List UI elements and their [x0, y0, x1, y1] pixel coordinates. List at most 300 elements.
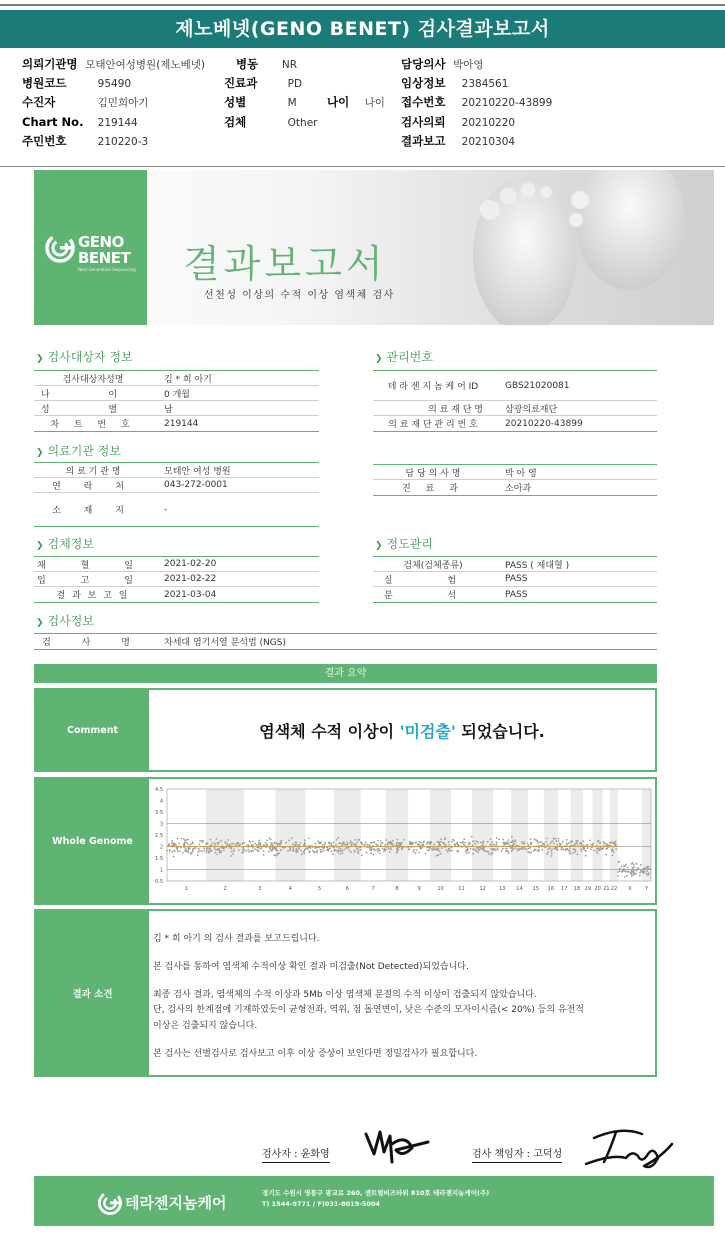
data-point	[246, 844, 248, 846]
data-point	[378, 848, 380, 850]
data-point	[482, 847, 484, 849]
data-point	[383, 851, 385, 853]
data-point	[492, 844, 494, 846]
data-point	[425, 853, 427, 855]
data-point	[633, 864, 635, 866]
data-point	[449, 844, 451, 846]
data-point	[370, 849, 372, 851]
chromosome-band	[511, 789, 528, 881]
data-point	[527, 851, 529, 853]
data-point	[438, 847, 440, 849]
data-point	[258, 844, 260, 846]
data-point	[380, 844, 382, 846]
data-point	[379, 850, 381, 852]
data-point	[457, 844, 459, 846]
hospital-code-value: 95490	[97, 78, 132, 90]
x-tick-label: Y	[644, 886, 649, 892]
data-point	[215, 852, 217, 854]
x-tick-label: 18	[573, 886, 581, 892]
data-point	[543, 843, 545, 845]
x-tick-label: 7	[371, 886, 375, 892]
data-point	[575, 849, 577, 851]
y-tick-label: 3	[159, 821, 163, 828]
data-point	[427, 850, 429, 852]
section-test-heading: ❯ 검사정보	[36, 614, 94, 628]
data-point	[437, 850, 439, 852]
data-point	[396, 839, 398, 841]
data-point	[208, 852, 210, 854]
data-point	[571, 841, 573, 843]
x-tick-label: 11	[458, 886, 465, 892]
data-point	[252, 841, 254, 843]
data-point	[360, 849, 362, 851]
data-point	[633, 866, 635, 868]
data-point	[599, 842, 601, 844]
data-point	[533, 850, 535, 852]
data-point	[620, 866, 622, 868]
data-point	[502, 839, 504, 841]
data-point	[475, 840, 477, 842]
data-point	[484, 850, 486, 852]
data-point	[382, 848, 384, 850]
hospital-code-label: 병원코드	[22, 76, 67, 90]
data-point	[558, 840, 560, 842]
data-point	[630, 872, 632, 874]
x-tick-label: 9	[417, 886, 421, 892]
data-point	[197, 854, 199, 856]
data-point	[618, 862, 620, 864]
age-label: 나이	[327, 95, 350, 109]
x-tick-label: 20	[594, 886, 601, 892]
data-point	[440, 839, 442, 841]
data-point	[392, 840, 394, 842]
data-point	[488, 853, 490, 855]
data-point	[206, 849, 208, 851]
x-tick-label: 21	[603, 886, 610, 892]
data-point	[496, 837, 498, 839]
data-point	[433, 843, 435, 845]
data-point	[606, 854, 608, 856]
data-point	[438, 843, 440, 845]
data-point	[490, 844, 492, 846]
data-point	[254, 843, 256, 845]
data-point	[296, 850, 298, 852]
data-point	[231, 843, 233, 845]
data-point	[551, 841, 553, 843]
data-point	[337, 837, 339, 839]
data-point	[368, 844, 370, 846]
institution-doctor-table	[373, 464, 657, 496]
data-point	[339, 853, 341, 855]
data-point	[560, 849, 562, 851]
institution-label: 의뢰기관명	[22, 57, 78, 71]
data-point	[373, 854, 375, 856]
data-point	[263, 854, 265, 856]
age-value: 나이	[364, 97, 385, 109]
data-point	[398, 842, 400, 844]
data-point	[639, 872, 641, 874]
data-point	[417, 844, 419, 846]
data-point	[249, 840, 251, 842]
data-point	[301, 853, 303, 855]
data-point	[472, 844, 474, 846]
data-point	[549, 847, 551, 849]
data-point	[206, 852, 208, 854]
specimen-type-label: 검체	[224, 115, 247, 129]
data-point	[574, 844, 576, 846]
data-point	[570, 853, 572, 855]
data-point	[529, 852, 531, 854]
data-point	[468, 852, 470, 854]
data-point	[434, 849, 436, 851]
data-point	[396, 851, 398, 853]
data-point	[296, 851, 298, 853]
resident-no-value: 210220-3	[97, 136, 149, 148]
data-point	[498, 838, 500, 840]
data-point	[590, 844, 592, 846]
data-point	[292, 850, 294, 852]
sex-label: 성별	[224, 95, 247, 109]
chromosome-band	[334, 789, 361, 881]
data-point	[336, 839, 338, 841]
data-point	[186, 842, 188, 844]
data-point	[551, 849, 553, 851]
data-point	[557, 849, 559, 851]
data-point	[638, 867, 640, 869]
data-point	[508, 839, 510, 841]
data-point	[356, 842, 358, 844]
data-point	[538, 850, 540, 852]
data-point	[388, 842, 390, 844]
data-point	[192, 843, 194, 845]
chromosome-band	[206, 789, 244, 881]
data-point	[384, 844, 386, 846]
data-point	[385, 839, 387, 841]
data-point	[547, 844, 549, 846]
department-label: 진료과	[224, 76, 258, 90]
data-point	[582, 840, 584, 842]
data-point	[635, 873, 637, 875]
data-point	[442, 842, 444, 844]
data-point	[174, 850, 176, 852]
data-point	[589, 840, 591, 842]
data-point	[507, 850, 509, 852]
data-point	[585, 850, 587, 852]
data-point	[185, 848, 187, 850]
data-point	[327, 848, 329, 850]
table-row: 검 사 명 차세대 염기서열 분석법 (NGS)	[42, 638, 286, 648]
data-point	[345, 844, 347, 846]
data-point	[361, 855, 363, 857]
data-point	[496, 841, 498, 843]
data-point	[530, 842, 532, 844]
data-point	[204, 847, 206, 849]
data-point	[361, 842, 363, 844]
data-point	[223, 847, 225, 849]
data-point	[238, 849, 240, 851]
data-point	[568, 852, 570, 854]
data-point	[400, 844, 402, 846]
table-row: 의 료 재 단 관 리 번 호 20210220-43899	[388, 418, 583, 430]
data-point	[177, 838, 179, 840]
data-point	[216, 854, 218, 856]
data-point	[212, 842, 214, 844]
y-tick-label: 4	[159, 798, 163, 805]
table-row: 채 혈 일 2021-02-20	[34, 557, 319, 572]
footer-tel: T) 1544-9771 / F)031-8019-5004	[262, 1200, 381, 1208]
data-point	[646, 873, 648, 875]
table-row: 분 석 PASS	[383, 589, 528, 601]
data-point	[558, 838, 560, 840]
chevron-right-icon: ❯	[36, 541, 44, 551]
data-point	[626, 875, 628, 877]
data-point	[169, 849, 171, 851]
data-point	[308, 837, 310, 839]
data-point	[592, 844, 594, 846]
data-point	[379, 852, 381, 854]
data-point	[328, 841, 330, 843]
header-top-rule	[0, 4, 725, 6]
data-point	[269, 847, 271, 849]
logo-tagline: Next Generation Sequencing	[78, 267, 136, 272]
data-point	[343, 849, 345, 851]
data-point	[204, 850, 206, 852]
data-point	[178, 843, 180, 845]
chromosome-band	[593, 789, 603, 881]
data-point	[370, 852, 372, 854]
data-point	[523, 848, 525, 850]
data-point	[244, 849, 246, 851]
department-value: PD	[287, 78, 303, 90]
data-point	[632, 862, 634, 864]
data-point	[445, 837, 447, 839]
logo-text-benet: BENET	[78, 249, 131, 267]
data-point	[337, 851, 339, 853]
data-point	[448, 841, 450, 843]
data-point	[189, 848, 191, 850]
data-point	[256, 844, 258, 846]
data-point	[173, 856, 175, 858]
data-point	[377, 840, 379, 842]
data-point	[474, 843, 476, 845]
data-point	[278, 852, 280, 854]
data-point	[387, 844, 389, 846]
data-point	[465, 842, 467, 844]
data-point	[648, 866, 650, 868]
x-tick-label: 4	[288, 886, 292, 892]
section-specimen-heading: ❯ 검체정보	[36, 537, 94, 551]
data-point	[357, 851, 359, 853]
data-point	[187, 839, 189, 841]
table-row: 담 당 의 사 명 박 아 영	[373, 465, 657, 480]
data-point	[268, 851, 270, 853]
doctor-value: 박아영	[453, 59, 484, 71]
data-point	[312, 850, 314, 852]
y-tick-label: 1	[159, 867, 163, 874]
x-tick-label: 22	[610, 886, 618, 892]
data-point	[289, 849, 291, 851]
data-point	[223, 850, 225, 852]
data-point	[642, 870, 644, 872]
chevron-right-icon: ❯	[36, 618, 44, 628]
data-point	[401, 847, 403, 849]
data-point	[280, 841, 282, 843]
data-point	[476, 850, 478, 852]
data-point	[280, 849, 282, 851]
data-point	[479, 849, 481, 851]
data-point	[512, 841, 514, 843]
x-tick-label: 13	[498, 886, 506, 892]
data-point	[184, 850, 186, 852]
data-point	[186, 839, 188, 841]
data-point	[644, 867, 646, 869]
data-point	[366, 844, 368, 846]
data-point	[294, 842, 296, 844]
data-point	[502, 848, 504, 850]
data-point	[482, 843, 484, 845]
data-point	[365, 841, 367, 843]
data-point	[166, 850, 168, 852]
data-point	[624, 876, 626, 878]
data-point	[623, 865, 625, 867]
table-row: 성 별 남	[34, 401, 319, 416]
data-point	[472, 841, 474, 843]
data-point	[413, 849, 415, 851]
data-point	[495, 850, 497, 852]
data-point	[265, 842, 267, 844]
data-point	[269, 837, 271, 839]
data-point	[512, 848, 514, 850]
data-point	[231, 851, 233, 853]
data-point	[171, 851, 173, 853]
section-management-heading: ❯ 관리번호	[375, 350, 433, 364]
order-info-divider	[0, 166, 725, 167]
data-point	[409, 841, 411, 843]
report-date-label: 결과보고	[401, 134, 446, 148]
data-point	[333, 842, 335, 844]
data-point	[541, 841, 543, 843]
data-point	[377, 844, 379, 846]
data-point	[315, 847, 317, 849]
data-point	[219, 852, 221, 854]
data-point	[471, 836, 473, 838]
data-point	[557, 844, 559, 846]
data-point	[257, 849, 259, 851]
chevron-right-icon: ❯	[36, 354, 44, 364]
section-institution-heading: ❯ 의료기관 정보	[36, 444, 121, 458]
table-row: 의 료 재 단 명 삼광의료재단	[373, 401, 657, 416]
data-point	[246, 850, 248, 852]
data-point	[316, 852, 318, 854]
data-point	[388, 848, 390, 850]
data-point	[198, 843, 200, 845]
data-point	[648, 873, 650, 875]
data-point	[572, 852, 574, 854]
data-point	[217, 842, 219, 844]
data-point	[214, 847, 216, 849]
data-point	[480, 847, 482, 849]
data-point	[563, 848, 565, 850]
section-qc-heading: ❯ 정도관리	[375, 537, 433, 551]
data-point	[330, 842, 332, 844]
x-tick-label: 3	[258, 886, 262, 892]
data-point	[340, 848, 342, 850]
data-point	[413, 851, 415, 853]
findings-line: 단, 검사의 한계점에 기재하였듯이 균형전좌, 역위, 점 돌연변이, 낮은 수준의 모자이시즘(< 20%) 등의 유전적	[153, 1005, 584, 1015]
data-point	[285, 842, 287, 844]
data-point	[546, 838, 548, 840]
data-point	[292, 843, 294, 845]
x-tick-label: 19	[584, 886, 592, 892]
data-point	[266, 844, 268, 846]
data-point	[514, 847, 516, 849]
data-point	[176, 847, 178, 849]
data-point	[538, 849, 540, 851]
specimen-table	[34, 556, 319, 603]
data-point	[258, 840, 260, 842]
findings-label: 결과 소견	[36, 911, 149, 1075]
data-point	[441, 847, 443, 849]
qc-table	[373, 556, 657, 603]
data-point	[410, 843, 412, 845]
data-point	[371, 848, 373, 850]
data-point	[366, 852, 368, 854]
x-tick-label: 8	[395, 886, 399, 892]
data-point	[514, 841, 516, 843]
data-point	[276, 853, 278, 855]
data-point	[275, 843, 277, 845]
table-row: 결 과 보 고 일 2021-03-04	[56, 589, 217, 601]
footer-address: 경기도 수원시 영통구 광교로 260, 센트럴비즈타워 810호 테라젠지놈케어(주)	[262, 1189, 490, 1197]
data-point	[389, 851, 391, 853]
data-point	[642, 872, 644, 874]
chromosome-band	[386, 789, 409, 881]
data-point	[512, 840, 514, 842]
data-point	[611, 841, 613, 843]
banner-subtitle: 선천성 이상의 수적 이상 염색체 검사	[204, 290, 395, 301]
data-point	[291, 837, 293, 839]
data-point	[463, 843, 465, 845]
data-point	[518, 849, 520, 851]
table-row: 차 트 번 호 219144	[50, 418, 199, 430]
y-tick-label: 3.5	[155, 810, 163, 816]
chevron-right-icon: ❯	[375, 541, 383, 551]
data-point	[606, 847, 608, 849]
data-point	[241, 843, 243, 845]
data-point	[373, 842, 375, 844]
data-point	[356, 847, 358, 849]
data-point	[294, 844, 296, 846]
data-point	[418, 852, 420, 854]
data-point	[304, 839, 306, 841]
data-point	[331, 851, 333, 853]
data-point	[457, 850, 459, 852]
data-point	[621, 871, 623, 873]
data-point	[640, 864, 642, 866]
data-point	[305, 848, 307, 850]
data-point	[495, 844, 497, 846]
table-row: 검체(검체종류) PASS ( 제대혈 )	[373, 557, 657, 572]
data-point	[440, 841, 442, 843]
data-point	[604, 843, 606, 845]
supervisor-signature-image	[582, 1124, 676, 1170]
data-point	[403, 839, 405, 841]
ward-label: 병동	[236, 57, 259, 71]
data-point	[232, 853, 234, 855]
data-point	[470, 848, 472, 850]
doctor-label: 담당의사	[401, 57, 446, 71]
data-point	[355, 839, 357, 841]
